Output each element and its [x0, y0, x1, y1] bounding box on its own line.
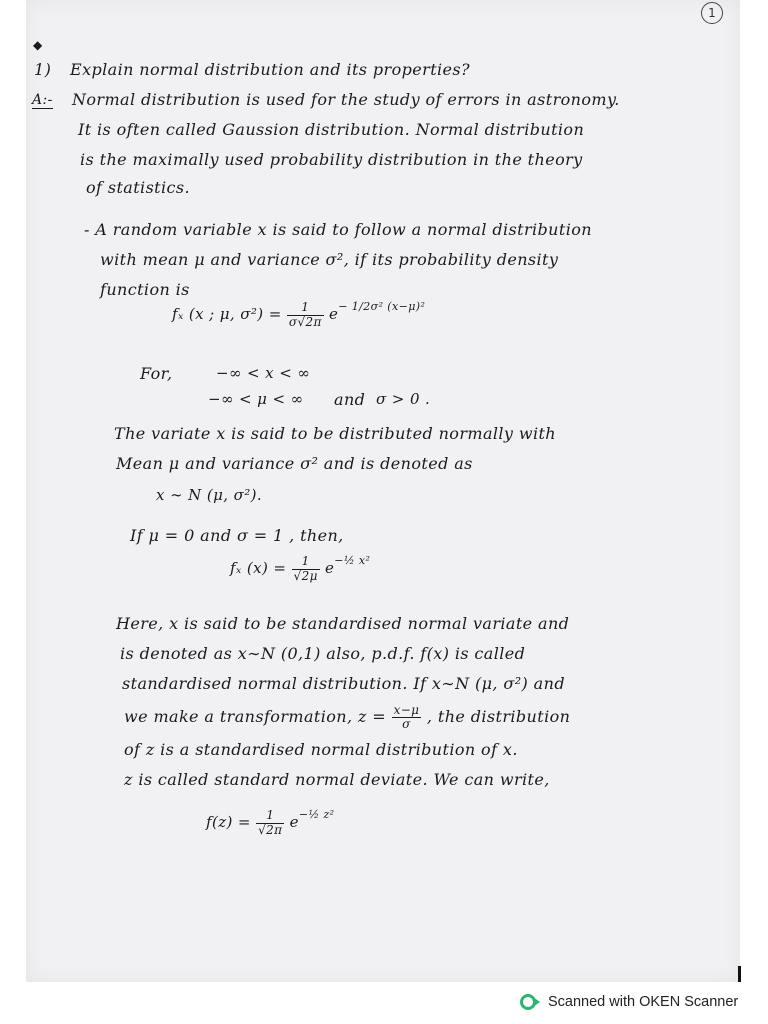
transformation-pre: we make a transformation, z = [124, 707, 387, 727]
notebook-page [26, 0, 740, 982]
z-formula-lhs: f(z) = [206, 813, 251, 831]
range-mu: −∞ < μ < ∞ [208, 390, 304, 408]
pdf-formula-fraction [287, 301, 324, 328]
transformation-numerator: x−μ [393, 703, 420, 717]
pdf-formula-base: e [328, 305, 339, 323]
pdf-formula [172, 300, 425, 329]
z-line-2: z is called standard normal deviate. We can write, [124, 770, 550, 789]
z-formula-numerator: 1 [256, 809, 284, 823]
pdf-formula-denominator: σ√2π [288, 314, 322, 329]
z-formula-exponent: −½ z² [298, 808, 335, 821]
definition-line-3: function is [100, 280, 190, 299]
std-formula-fraction [292, 555, 320, 582]
intro-line-4: of statistics. [86, 178, 190, 197]
question-number: 1) [34, 60, 52, 79]
scanner-watermark-text: Scanned with OKEN Scanner [548, 994, 739, 1010]
z-formula-base: e [289, 813, 299, 831]
margin-mark: ◆ [33, 38, 43, 52]
question-text: Explain normal distribution and its properties? [70, 60, 470, 79]
range-sigma: σ > 0 . [376, 390, 431, 408]
transformation-line [124, 704, 570, 731]
transformation-fraction [392, 704, 422, 731]
std-formula-numerator: 1 [292, 555, 320, 569]
pdf-formula-numerator: 1 [287, 301, 324, 315]
standardised-line-3: standardised normal distribution. If x∼N (μ, σ²) and [122, 674, 565, 693]
range-for: For, [140, 364, 173, 383]
if-condition: If μ = 0 and σ = 1 , then, [130, 526, 344, 545]
range-x: −∞ < x < ∞ [216, 364, 311, 382]
std-formula-exponent: −½ x² [334, 554, 371, 567]
transformation-denominator: σ [402, 717, 411, 732]
intro-line-3: is the maximally used probability distribution in the theory [80, 150, 583, 169]
z-formula [206, 808, 335, 837]
intro-line-2: It is often called Gaussion distribution. Normal distribution [78, 120, 585, 139]
std-formula-denominator: √2μ [293, 568, 318, 583]
standardised-line-2: is denoted as x∼N (0,1) also, p.d.f. f(x) is called [120, 644, 526, 663]
page-edge-mark [738, 966, 741, 982]
page-number-circle: 1 [701, 2, 723, 24]
definition-line-2: with mean μ and variance σ², if its probability density [100, 250, 559, 269]
answer-label: A:- [32, 92, 53, 108]
range-and: and [334, 390, 366, 409]
normal-notation: x ∼ N (μ, σ²). [156, 486, 263, 504]
standardised-line-1: Here, x is said to be standardised normal variate and [116, 614, 570, 633]
intro-line-1: Normal distribution is used for the study of errors in astronomy. [72, 90, 620, 109]
scanner-watermark [520, 992, 738, 1012]
oken-scanner-logo-icon [520, 994, 542, 1010]
pdf-formula-exponent: − 1/2σ² (x−μ)² [338, 300, 426, 313]
definition-line-1: - A random variable x is said to follow a normal distribution [84, 220, 592, 239]
z-formula-fraction [256, 809, 284, 836]
transformation-post: , the distribution [426, 707, 571, 727]
z-formula-denominator: √2π [258, 822, 283, 837]
z-line-1: of z is a standardised normal distribution of x. [124, 740, 518, 759]
std-formula-lhs: fₓ (x) = [230, 559, 287, 577]
std-formula [230, 554, 370, 583]
variate-line-1: The variate x is said to be distributed normally with [114, 424, 557, 443]
variate-line-2: Mean μ and variance σ² and is denoted as [116, 454, 473, 473]
pdf-formula-lhs: fₓ (x ; μ, σ²) = [172, 305, 282, 323]
std-formula-base: e [324, 559, 335, 577]
